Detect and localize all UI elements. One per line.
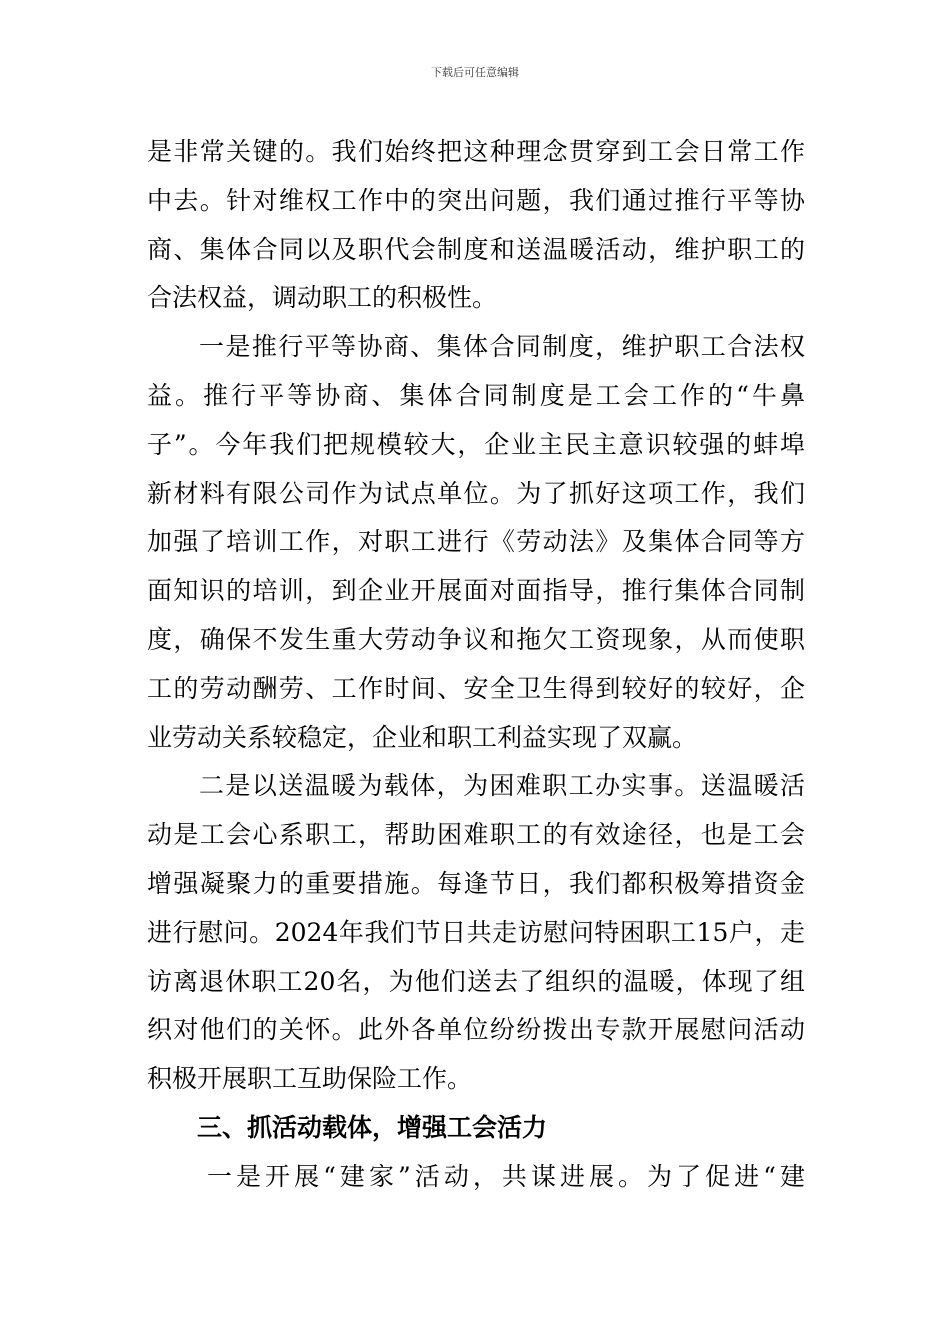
paragraph-line: 增强凝聚力的重要措施。每逢节日，我们都积极筹措资金: [147, 868, 805, 898]
paragraph-line: 业劳动关系较稳定，企业和职工利益实现了双赢。: [147, 722, 698, 752]
paragraph-line: 一是开展“建家”活动，共谋进展。为了促进“建: [207, 1161, 805, 1191]
paragraph-line: 动是工会心系职工，帮助困难职工的有效途径，也是工会: [147, 820, 805, 850]
paragraph-line: 面知识的培训，到企业开展面对面指导，推行集体合同制: [147, 576, 805, 606]
paragraph-line: 是非常关键的。我们始终把这种理念贯穿到工会日常工作: [147, 137, 805, 166]
paragraph-line: 工的劳动酬劳、工作时间、安全卫生得到较好的较好，企: [147, 673, 805, 703]
page-header: 下载后可任意编辑: [431, 66, 519, 79]
paragraph-line: 一是推行平等协商、集体合同制度，维护职工合法权: [199, 332, 805, 362]
paragraph-line: 二是以送温暖为载体，为困难职工办实事。送温暖活: [199, 771, 805, 801]
paragraph-2: [147, 323, 805, 762]
paragraph-1: [147, 128, 805, 323]
paragraph-3: [147, 762, 805, 1104]
paragraph-line: 访离退休职工20名，为他们送去了组织的温暖，体现了组: [147, 966, 805, 996]
paragraph-line: 商、集体合同以及职代会制度和送温暖活动，维护职工的: [147, 234, 805, 264]
paragraph-line: 织对他们的关怀。此外各单位纷纷拨出专款开展慰问活动: [147, 1015, 805, 1045]
paragraph-line: 度，确保不发生重大劳动争议和拖欠工资现象，从而使职: [147, 624, 805, 654]
paragraph-line: 合法权益，调动职工的积极性。: [147, 283, 498, 313]
section-heading: 三、抓活动载体，增强工会活力: [197, 1112, 548, 1142]
paragraph-line: 加强了培训工作，对职工进行《劳动法》及集体合同等方: [147, 527, 805, 557]
paragraph-line: 益。推行平等协商、集体合同制度是工会工作的“牛鼻: [147, 380, 805, 410]
paragraph-4: [147, 1153, 805, 1202]
document-body: [147, 128, 805, 1202]
paragraph-line: 进行慰问。2024年我们节日共走访慰问特困职工15户，走: [147, 917, 805, 947]
paragraph-line: 积极开展职工互助保险工作。: [147, 1064, 473, 1094]
paragraph-line: 新材料有限公司作为试点单位。为了抓好这项工作，我们: [147, 478, 805, 508]
paragraph-line: 子”。今年我们把规模较大，企业主民主意识较强的蚌埠: [147, 429, 805, 459]
paragraph-line: 中去。针对维权工作中的突出问题，我们通过推行平等协: [147, 185, 805, 215]
